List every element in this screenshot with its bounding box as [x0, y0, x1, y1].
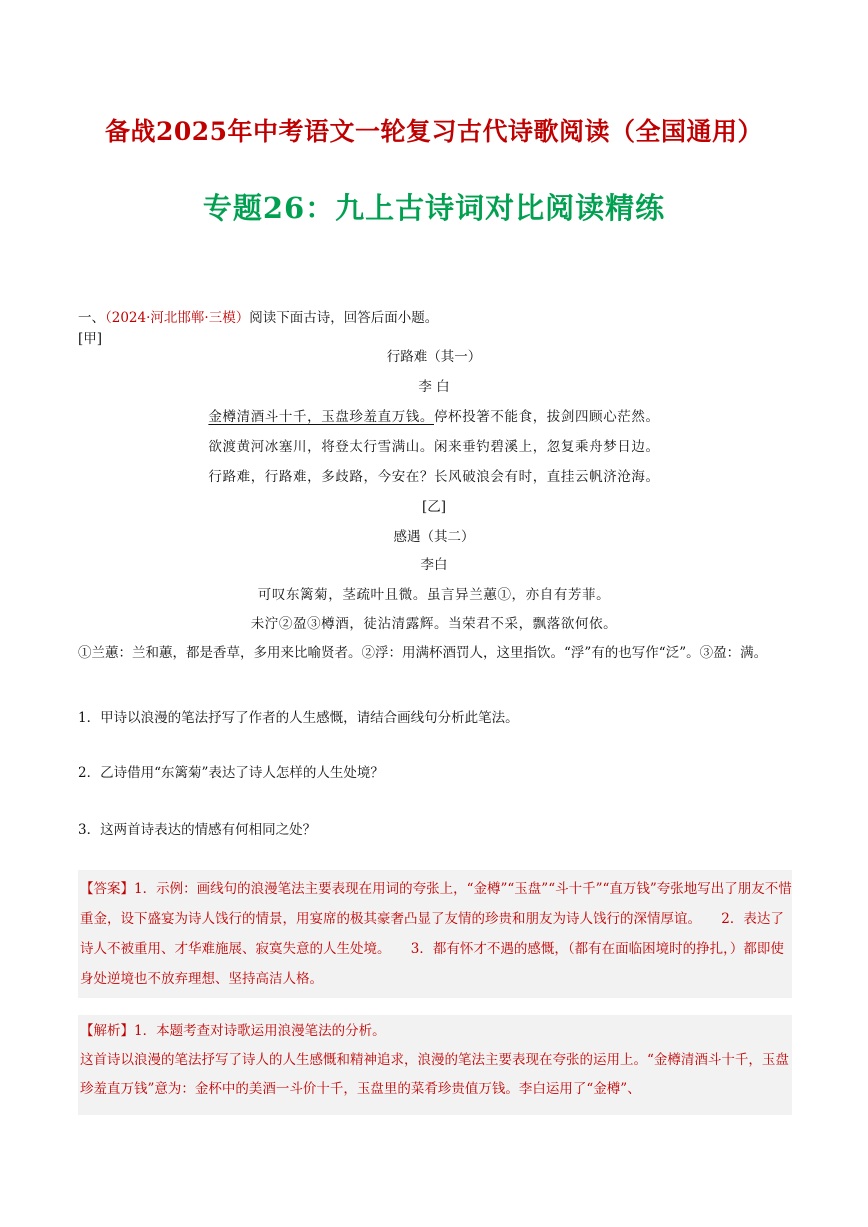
poem2-line: 未泞②盈③樽酒，徒沾清露辉。当荣君不采，飘落欲何依。 — [250, 616, 618, 632]
analysis-box — [78, 1015, 792, 1115]
poem1-line1-rest: 停杯投箸不能食，拔剑四顾心茫然。 — [434, 409, 660, 425]
question-1: 1．甲诗以浪漫的笔法抒写了作者的人生感慨，请结合画线句分析此笔法。 — [78, 710, 519, 726]
answer-text — [78, 870, 792, 994]
answer-body: 1．示例：画线句的浪漫笔法主要表现在用词的夸张上，“金樽”“玉盘”“斗十千”“直万钱”夸张地写出了朋友不惜重金，设下盛宴为诗人饯行的情景，用宴席的极其豪奢凸显了友情的珍贵和朋友为诗人饯行的深情厚谊。 2．表达了诗人不被重用、才华难施展、寂寞失意的人生处境。 3．都有怀才不遇的感慨，（都有在面临困境时的挣扎，）都即使身处逆境也不放弃理想、坚持高洁人格。 — [80, 881, 792, 987]
poem-yi-label: [乙] — [421, 499, 447, 515]
poem1-title: 行路难（其一） — [386, 349, 482, 365]
annotations: ①兰蕙：兰和蕙，都是香草，多用来比喻贤者。②浮：用满杯酒罚人，这里指饮。“浮”有的也写作“泛”。③盈：满。 — [78, 645, 768, 661]
analysis-label: 【解析】 — [80, 1023, 134, 1039]
poem1-line: 行路难，行路难，多歧路，今安在？长风破浪会有时，直挂云帆济沧海。 — [208, 469, 660, 485]
poem1-author: 李 白 — [418, 379, 450, 395]
question-instruction: 阅读下面古诗，回答后面小题。 — [249, 310, 439, 326]
poem2-author: 李白 — [420, 557, 448, 573]
analysis-line1: 1．本题考查对诗歌运用浪漫笔法的分析。 — [134, 1023, 386, 1039]
poem2-line: 可叹东篱菊，茎疏叶且微。虽言异兰蕙①，亦自有芳菲。 — [257, 587, 611, 603]
answer-box — [78, 870, 792, 998]
document-title: 备战2025年中考语文一轮复习古代诗歌阅读（全国通用） — [104, 117, 764, 146]
poem2-title: 感遇（其二） — [393, 529, 475, 545]
answer-label: 【答案】 — [80, 881, 134, 897]
question-2: 2．乙诗借用“东篱菊”表达了诗人怎样的人生处境？ — [78, 765, 384, 781]
analysis-heading — [78, 1015, 792, 1046]
question-intro — [78, 306, 438, 326]
document-subtitle: 专题26：九上古诗词对比阅读精练 — [202, 191, 666, 225]
poem1-line — [0, 405, 868, 425]
poem-jia-label: [甲] — [78, 331, 103, 347]
question-source: （2024·河北邯郸·三模） — [105, 310, 250, 326]
underlined-line: 金樽清酒斗十千，玉盘珍羞直万钱。 — [208, 409, 434, 425]
question-number: 一、 — [78, 310, 105, 326]
analysis-text: 这首诗以浪漫的笔法抒写了诗人的人生感慨和精神追求，浪漫的笔法主要表现在夸张的运用上。“金樽清酒斗十千，玉盘珍羞直万钱”意为：金杯中的美酒一斗价十千，玉盘里的菜肴珍贵值万钱。李白运用了“金樽”、 — [80, 1052, 789, 1097]
question-3: 3．这两首诗表达的情感有何相同之处？ — [78, 822, 317, 838]
poem1-line: 欲渡黄河冰塞川，将登太行雪满山。闲来垂钓碧溪上，忽复乘舟梦日边。 — [208, 439, 660, 455]
